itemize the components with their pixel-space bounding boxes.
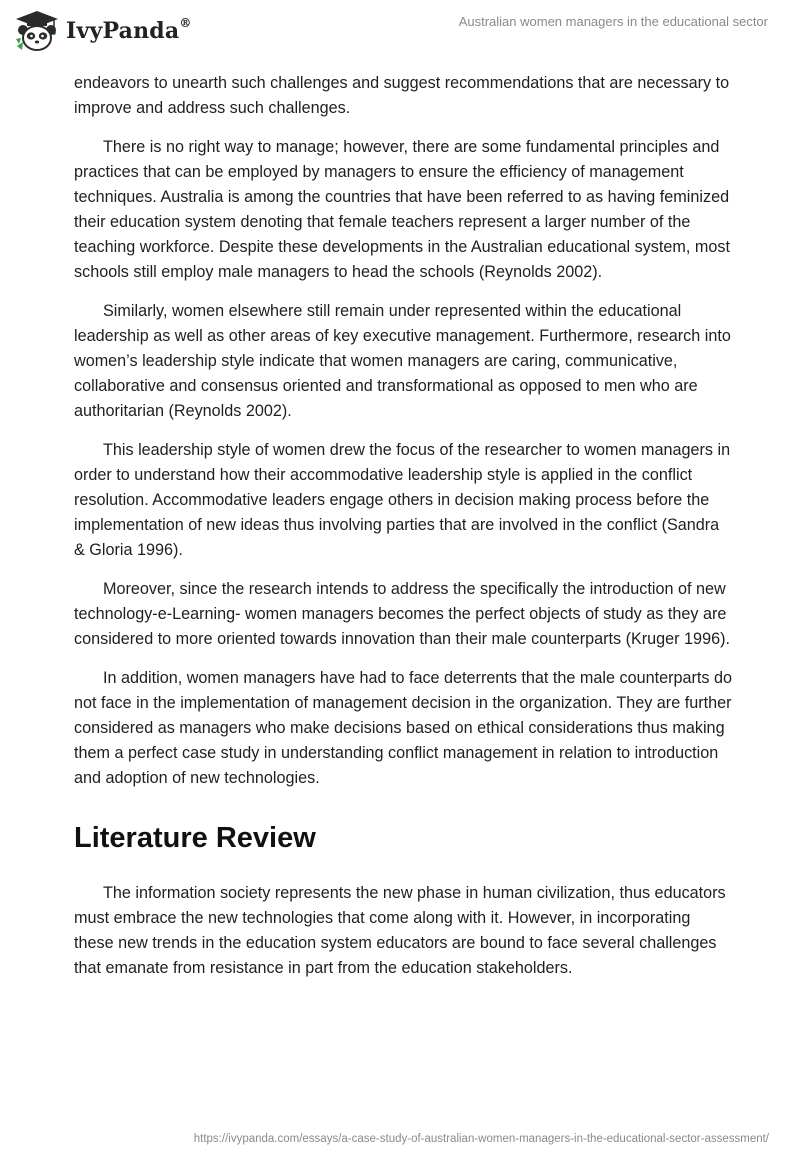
paragraph: Similarly, women elsewhere still remain under represented within the educational leadership as well as other areas of key executive management. Furthermore, research into women’s leadership style indicate that women managers are caring, communicative, collaborative and consensus oriented and transformational as opposed to men who are authoritarian (Reynolds 2002). [74,302,731,420]
essay-body [74,71,734,995]
paragraph-continuation: endeavors to unearth such challenges and suggest recommendations that are necessary to improve and address such challenges. [74,74,730,117]
paragraph: In addition, women managers have had to face deterrents that the male counterparts do not face in the implementation of management decision in the organization. They are further considered as managers who make decisions based on ethical considerations thus making them a perfect case study in understanding conflict management in relation to introduction and adoption of new technologies. [74,669,732,787]
registered-mark: ® [179,16,192,30]
page-header [0,0,800,70]
paragraph: Moreover, since the research intends to address the specifically the introduction of new technology-e-Learning- women managers becomes the perfect objects of study as they are considered to more oriented towards innovation than their male counterparts (Kruger 1996). [74,580,730,648]
paragraph: The information society represents the new phase in human civilization, thus educators must embrace the new technologies that come along with it. However, in incorporating these new trends in the education system educators are bound to face several challenges that emanate from resistance in part from the education stakeholders. [74,884,726,977]
brand-name: IvyPanda® [66,16,192,44]
section-heading: Literature Review [74,822,316,854]
paragraph: This leadership style of women drew the focus of the researcher to women managers in order to understand how their accommodative leadership style is applied in the conflict resolution. Accommodative leaders engage others in decision making process before the implementation of new ideas thus involving parties that are involved in the conflict (Sandra & Gloria 1996). [74,441,731,559]
panda-graduate-icon [14,8,60,54]
paragraph: There is no right way to manage; however, there are some fundamental principles and practices that can be employed by managers to ensure the efficiency of management techniques. Australia is among the countries that have been referred to as having feminized their education system denoting that female teachers represent a larger number of the teaching workforce. Despite these developments in the Australian educational system, most schools still employ male managers to head the schools (Reynolds 2002). [74,138,730,281]
brand-logo[interactable] [14,8,192,54]
source-url[interactable]: https://ivypanda.com/essays/a-case-study-of-australian-women-managers-in-the-educational-sector-assessment/ [193,1133,769,1145]
document-title: Australian women managers in the educational sector [458,14,768,29]
